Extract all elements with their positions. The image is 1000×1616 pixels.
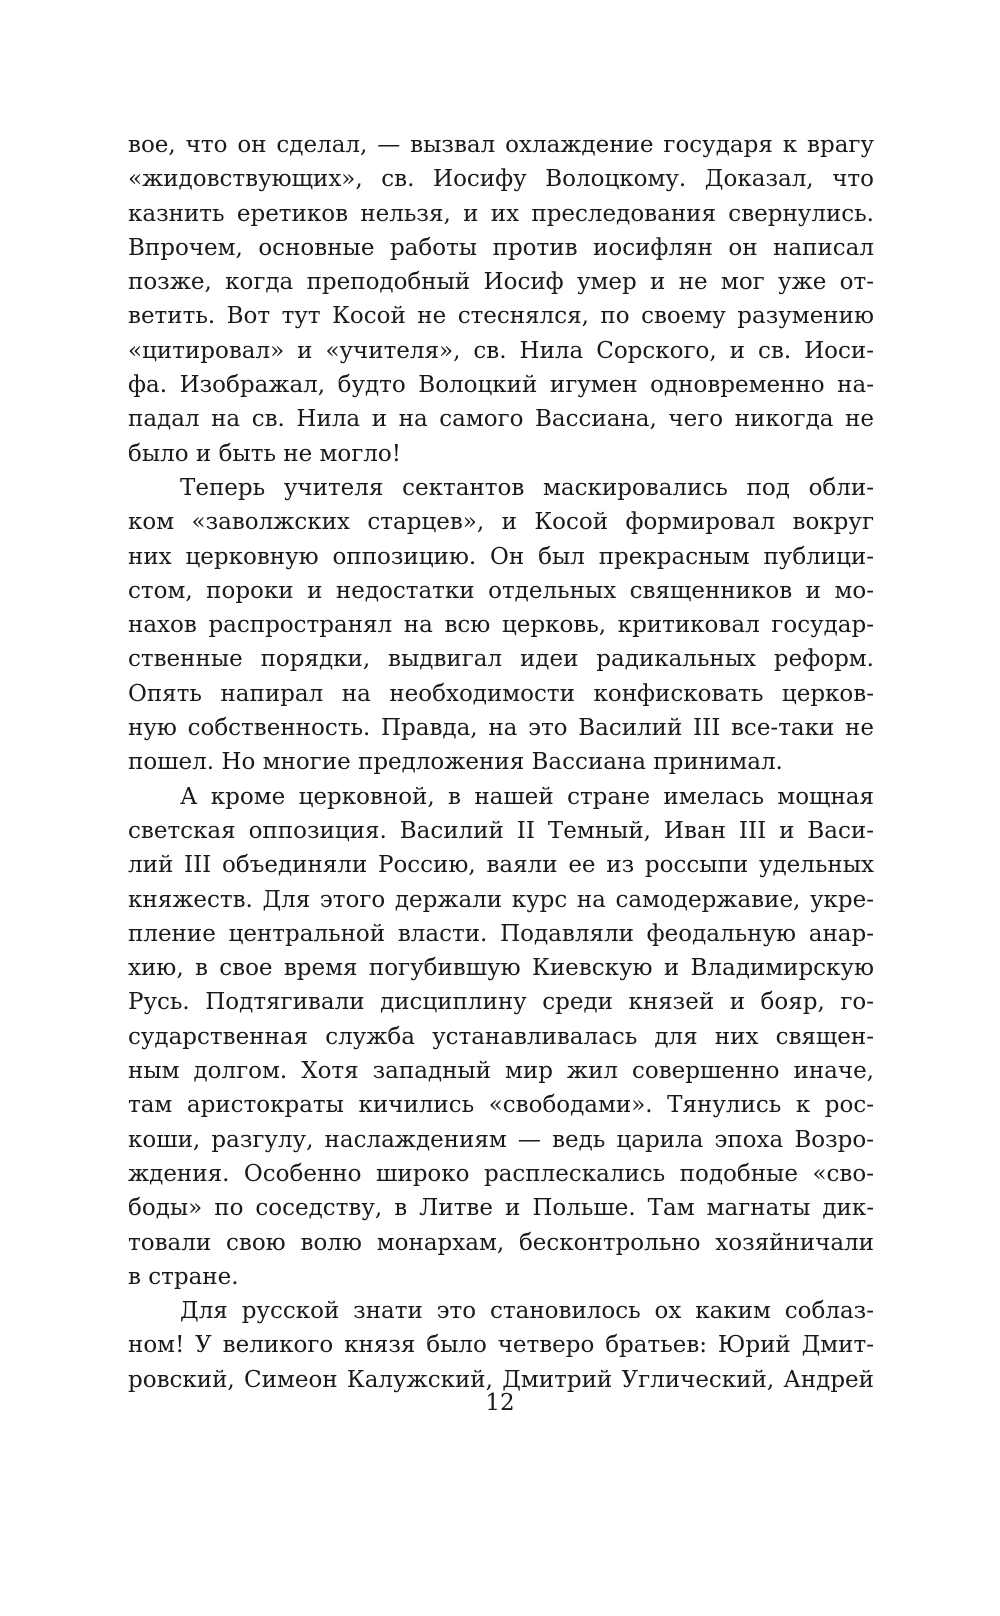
text-line: товали свою волю монархам, бесконтрольно хозяйничали <box>128 1229 874 1256</box>
text-line: падал на св. Нила и на самого Вассиана, чего никогда не <box>128 406 874 433</box>
text-line: нахов распространял на всю церковь, критиковал государ- <box>128 612 874 639</box>
text-line: Русь. Подтягивали дисциплину среди князей и бояр, го- <box>128 989 874 1016</box>
text-line: казнить еретиков нельзя, и их преследования свернулись. <box>128 200 874 227</box>
text-line: фа. Изображал, будто Волоцкий игумен одновременно на- <box>128 372 874 399</box>
text-line: них церковную оппозицию. Он был прекрасным публици- <box>128 543 874 570</box>
paragraph <box>128 128 874 471</box>
text-line: Для русской знати это становилось ох каким соблаз- <box>180 1298 874 1325</box>
text-line: коши, разгулу, наслаждениям — ведь царила эпоха Возро- <box>128 1126 874 1153</box>
text-line: «цитировал» и «учителя», св. Нила Сорского, и св. Иоси- <box>128 337 874 364</box>
text-line: сударственная служба устанавливалась для них священ- <box>128 1023 874 1050</box>
text-line: ровский, Симеон Калужский, Дмитрий Углический, Андрей <box>128 1366 874 1393</box>
text-line: ждения. Особенно широко расплескались подобные «сво- <box>128 1160 874 1187</box>
text-line: там аристократы кичились «свободами». Тянулись к рос- <box>128 1092 874 1119</box>
text-line: лий III объединяли Россию, ваяли ее из россыпи удельных <box>128 852 874 879</box>
text-line: хию, в свое время погубившую Киевскую и Владимирскую <box>128 955 874 982</box>
paragraph <box>128 1294 874 1397</box>
text-line: пошел. Но многие предложения Вассиана принимал. <box>128 749 783 776</box>
text-line: вое, что он сделал, — вызвал охлаждение государя к врагу <box>128 132 874 158</box>
text-line: «жидовствующих», св. Иосифу Волоцкому. Доказал, что <box>128 166 874 193</box>
text-line: Теперь учителя сектантов маскировались под обли- <box>180 474 874 501</box>
text-line: княжеств. Для этого держали курс на самодержавие, укре- <box>128 886 874 913</box>
text-line: А кроме церковной, в нашей стране имелась мощная <box>180 783 874 810</box>
text-line: ную собственность. Правда, на это Василий III все-таки не <box>128 715 874 742</box>
text-line: Впрочем, основные работы против иосифлян он написал <box>128 234 874 261</box>
page-text <box>128 128 874 1397</box>
text-line: ственные порядки, выдвигал идеи радикальных реформ. <box>128 646 874 673</box>
text-line: ветить. Вот тут Косой не стеснялся, по своему разумению <box>128 303 874 330</box>
text-line: ком «заволжских старцев», и Косой формировал вокруг <box>128 509 874 536</box>
paragraph <box>128 780 874 1294</box>
text-line: светская оппозиция. Василий II Темный, Иван III и Васи- <box>128 817 874 844</box>
text-line: пление центральной власти. Подавляли феодальную анар- <box>128 920 874 947</box>
text-line: боды» по соседству, в Литве и Польше. Там магнаты дик- <box>128 1195 874 1222</box>
paragraph <box>128 471 874 780</box>
text-line: ном! У великого князя было четверо братьев: Юрий Дмит- <box>128 1332 874 1359</box>
page-number: 12 <box>485 1390 515 1416</box>
text-line: позже, когда преподобный Иосиф умер и не мог уже от- <box>128 269 874 296</box>
text-line: ным долгом. Хотя западный мир жил совершенно иначе, <box>128 1058 874 1085</box>
text-line: в стране. <box>128 1263 239 1290</box>
text-line: Опять напирал на необходимости конфисковать церков- <box>128 680 874 707</box>
text-line: было и быть не могло! <box>128 440 402 467</box>
text-line: стом, пороки и недостатки отдельных священников и мо- <box>128 577 874 604</box>
